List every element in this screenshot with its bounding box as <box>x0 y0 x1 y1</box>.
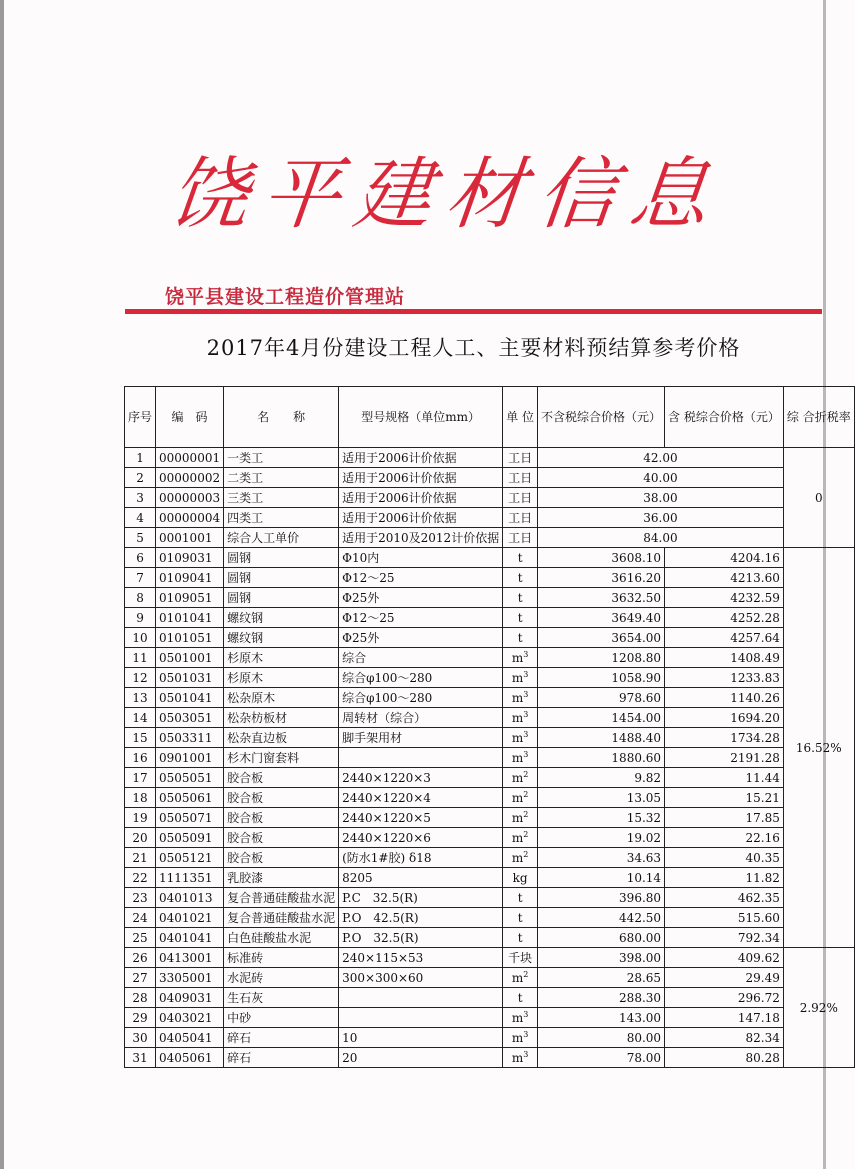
cell-price-incl-tax: 1140.26 <box>665 688 784 708</box>
cell-unit: t <box>503 548 538 568</box>
cell-name: 松杂原木 <box>224 688 339 708</box>
cell-name: 三类工 <box>224 488 339 508</box>
cell-unit: t <box>503 988 538 1008</box>
cell-seq: 5 <box>125 528 156 548</box>
table-row <box>125 928 855 948</box>
cell-seq: 10 <box>125 628 156 648</box>
cell-price-excl-tax: 3649.40 <box>538 608 665 628</box>
cell-seq: 4 <box>125 508 156 528</box>
cell-spec: P.O 42.5(R) <box>339 908 503 928</box>
cell-spec: 适用于2010及2012计价依据 <box>339 528 503 548</box>
cell-spec: Φ12～25 <box>339 568 503 588</box>
cell-price-merged: 36.00 <box>538 508 784 528</box>
cell-unit: $m^3$ <box>503 668 538 688</box>
cell-price-excl-tax: 1454.00 <box>538 708 665 728</box>
cell-code: 0501001 <box>156 648 224 668</box>
cell-name: 胶合板 <box>224 828 339 848</box>
cell-spec: 240×115×53 <box>339 948 503 968</box>
cell-tax-rate: 16.52% <box>783 548 854 948</box>
header-price-excl-tax: 不含税综合价格（元） <box>538 387 665 448</box>
cell-unit: t <box>503 888 538 908</box>
cell-seq: 11 <box>125 648 156 668</box>
cell-spec: Φ25外 <box>339 588 503 608</box>
cell-code: 3305001 <box>156 968 224 988</box>
cell-price-excl-tax: 396.80 <box>538 888 665 908</box>
cell-name: 复合普通硅酸盐水泥 <box>224 908 339 928</box>
table-row <box>125 688 855 708</box>
cell-code: 0101051 <box>156 628 224 648</box>
price-table <box>124 386 855 1068</box>
document-title: 2017年4月份建设工程人工、主要材料预结算参考价格 <box>206 336 741 360</box>
cell-price-excl-tax: 442.50 <box>538 908 665 928</box>
cell-code: 00000002 <box>156 468 224 488</box>
cell-price-incl-tax: 792.34 <box>665 928 784 948</box>
cell-name: 标准砖 <box>224 948 339 968</box>
cell-price-incl-tax: 80.28 <box>665 1048 784 1068</box>
cell-name: 中砂 <box>224 1008 339 1028</box>
cell-price-incl-tax: 1233.83 <box>665 668 784 688</box>
cell-code: 0505051 <box>156 768 224 788</box>
cell-spec: 适用于2006计价依据 <box>339 508 503 528</box>
cell-unit: $m^2$ <box>503 968 538 988</box>
table-row <box>125 528 855 548</box>
cell-unit: t <box>503 628 538 648</box>
cell-name: 圆钢 <box>224 588 339 608</box>
cell-unit: $m^3$ <box>503 708 538 728</box>
cell-spec: 综合φ100～280 <box>339 688 503 708</box>
cell-name: 碎石 <box>224 1028 339 1048</box>
cell-price-excl-tax: 9.82 <box>538 768 665 788</box>
cell-name: 碎石 <box>224 1048 339 1068</box>
cell-code: 0503051 <box>156 708 224 728</box>
cell-price-incl-tax: 2191.28 <box>665 748 784 768</box>
cell-seq: 6 <box>125 548 156 568</box>
cell-unit: $m^2$ <box>503 788 538 808</box>
cell-unit: $m^3$ <box>503 688 538 708</box>
cell-seq: 21 <box>125 848 156 868</box>
cell-price-excl-tax: 3608.10 <box>538 548 665 568</box>
cell-unit: $m^3$ <box>503 1048 538 1068</box>
cell-seq: 24 <box>125 908 156 928</box>
cell-name: 胶合板 <box>224 768 339 788</box>
header-spec: 型号规格（单位mm） <box>339 387 503 448</box>
cell-price-merged: 40.00 <box>538 468 784 488</box>
cell-code: 0505091 <box>156 828 224 848</box>
cell-spec: Φ10内 <box>339 548 503 568</box>
cell-spec: (防水1#胶) δ18 <box>339 848 503 868</box>
cell-code: 0401021 <box>156 908 224 928</box>
header-code: 编 码 <box>156 387 224 448</box>
cell-code: 0109051 <box>156 588 224 608</box>
cell-unit: $m^3$ <box>503 1028 538 1048</box>
cell-code: 0109031 <box>156 548 224 568</box>
cell-price-incl-tax: 17.85 <box>665 808 784 828</box>
header-unit: 单 位 <box>503 387 538 448</box>
cell-unit: t <box>503 588 538 608</box>
table-row <box>125 648 855 668</box>
header-rule <box>125 309 822 314</box>
cell-price-excl-tax: 19.02 <box>538 828 665 848</box>
cell-price-incl-tax: 4204.16 <box>665 548 784 568</box>
organization-name: 饶平县建设工程造价管理站 <box>165 286 406 308</box>
cell-spec <box>339 988 503 1008</box>
cell-name: 螺纹钢 <box>224 628 339 648</box>
cell-price-excl-tax: 398.00 <box>538 948 665 968</box>
cell-price-incl-tax: 1734.28 <box>665 728 784 748</box>
cell-unit: 千块 <box>503 948 538 968</box>
cell-price-incl-tax: 1408.49 <box>665 648 784 668</box>
cell-name: 松杂直边板 <box>224 728 339 748</box>
table-row <box>125 628 855 648</box>
cell-spec: 20 <box>339 1048 503 1068</box>
cell-price-excl-tax: 15.32 <box>538 808 665 828</box>
cell-code: 0501031 <box>156 668 224 688</box>
cell-code: 00000003 <box>156 488 224 508</box>
cell-unit: 工日 <box>503 468 538 488</box>
cell-seq: 16 <box>125 748 156 768</box>
cell-unit: $m^3$ <box>503 728 538 748</box>
table-row <box>125 1028 855 1048</box>
cell-name: 胶合板 <box>224 848 339 868</box>
header-seq: 序号 <box>125 387 156 448</box>
cell-code: 00000004 <box>156 508 224 528</box>
cell-price-incl-tax: 147.18 <box>665 1008 784 1028</box>
header-name: 名 称 <box>224 387 339 448</box>
cell-price-excl-tax: 3654.00 <box>538 628 665 648</box>
cell-seq: 9 <box>125 608 156 628</box>
cell-price-excl-tax: 288.30 <box>538 988 665 1008</box>
cell-code: 0413001 <box>156 948 224 968</box>
cell-spec: 周转材（综合） <box>339 708 503 728</box>
cell-seq: 28 <box>125 988 156 1008</box>
cell-unit: $m^2$ <box>503 808 538 828</box>
cell-seq: 7 <box>125 568 156 588</box>
cell-code: 0901001 <box>156 748 224 768</box>
cell-code: 0405061 <box>156 1048 224 1068</box>
cell-unit: 工日 <box>503 448 538 468</box>
cell-spec: 10 <box>339 1028 503 1048</box>
cell-name: 杉原木 <box>224 668 339 688</box>
cell-price-excl-tax: 143.00 <box>538 1008 665 1028</box>
cell-spec: 8205 <box>339 868 503 888</box>
table-row <box>125 988 855 1008</box>
table-row <box>125 888 855 908</box>
cell-price-excl-tax: 1208.80 <box>538 648 665 668</box>
table-row <box>125 768 855 788</box>
cell-unit: 工日 <box>503 508 538 528</box>
cell-name: 松杂枋板材 <box>224 708 339 728</box>
cell-code: 0505071 <box>156 808 224 828</box>
cell-price-excl-tax: 1880.60 <box>538 748 665 768</box>
cell-name: 圆钢 <box>224 548 339 568</box>
cell-spec: P.O 32.5(R) <box>339 928 503 948</box>
cell-seq: 14 <box>125 708 156 728</box>
cell-name: 水泥砖 <box>224 968 339 988</box>
cell-seq: 8 <box>125 588 156 608</box>
cell-name: 杉原木 <box>224 648 339 668</box>
cell-code: 00000001 <box>156 448 224 468</box>
table-row <box>125 588 855 608</box>
table-row <box>125 508 855 528</box>
table-row <box>125 968 855 988</box>
cell-tax-rate: 0 <box>783 448 854 548</box>
cell-code: 0001001 <box>156 528 224 548</box>
cell-seq: 30 <box>125 1028 156 1048</box>
header-price-incl-tax: 含 税综合价格（元） <box>665 387 784 448</box>
cell-spec: 300×300×60 <box>339 968 503 988</box>
cell-price-excl-tax: 13.05 <box>538 788 665 808</box>
cell-spec: 脚手架用材 <box>339 728 503 748</box>
cell-price-incl-tax: 1694.20 <box>665 708 784 728</box>
cell-price-merged: 84.00 <box>538 528 784 548</box>
cell-code: 0503311 <box>156 728 224 748</box>
cell-spec: P.C 32.5(R) <box>339 888 503 908</box>
cell-spec: 适用于2006计价依据 <box>339 448 503 468</box>
cell-price-incl-tax: 462.35 <box>665 888 784 908</box>
header-tax-rate: 综 合折税率 <box>783 387 854 448</box>
cell-seq: 19 <box>125 808 156 828</box>
cell-price-incl-tax: 11.44 <box>665 768 784 788</box>
cell-seq: 3 <box>125 488 156 508</box>
cell-spec: 综合 <box>339 648 503 668</box>
table-row <box>125 788 855 808</box>
table-row <box>125 848 855 868</box>
cell-name: 乳胶漆 <box>224 868 339 888</box>
cell-code: 0101041 <box>156 608 224 628</box>
cell-seq: 13 <box>125 688 156 708</box>
cell-seq: 26 <box>125 948 156 968</box>
cell-seq: 20 <box>125 828 156 848</box>
cell-price-incl-tax: 4213.60 <box>665 568 784 588</box>
cell-price-excl-tax: 80.00 <box>538 1028 665 1048</box>
cell-unit: t <box>503 908 538 928</box>
table-row <box>125 948 855 968</box>
cell-unit: $m^3$ <box>503 748 538 768</box>
cell-price-incl-tax: 296.72 <box>665 988 784 1008</box>
table-row <box>125 828 855 848</box>
cell-code: 0505121 <box>156 848 224 868</box>
cell-price-excl-tax: 3632.50 <box>538 588 665 608</box>
table-row <box>125 908 855 928</box>
cell-seq: 25 <box>125 928 156 948</box>
cell-code: 0501041 <box>156 688 224 708</box>
cell-name: 二类工 <box>224 468 339 488</box>
cell-spec: Φ12～25 <box>339 608 503 628</box>
cell-price-incl-tax: 40.35 <box>665 848 784 868</box>
cell-unit: t <box>503 928 538 948</box>
cell-price-merged: 38.00 <box>538 488 784 508</box>
cell-price-incl-tax: 15.21 <box>665 788 784 808</box>
table-row <box>125 708 855 728</box>
cell-unit: t <box>503 568 538 588</box>
cell-code: 0401041 <box>156 928 224 948</box>
cell-code: 0405041 <box>156 1028 224 1048</box>
table-header-row <box>125 387 855 448</box>
cell-unit: $m^2$ <box>503 828 538 848</box>
cell-spec: 2440×1220×3 <box>339 768 503 788</box>
cell-price-excl-tax: 34.63 <box>538 848 665 868</box>
cell-name: 一类工 <box>224 448 339 468</box>
cell-name: 圆钢 <box>224 568 339 588</box>
cell-code: 0109041 <box>156 568 224 588</box>
table-row <box>125 868 855 888</box>
cell-unit: $m^3$ <box>503 648 538 668</box>
cell-unit: t <box>503 608 538 628</box>
cell-price-incl-tax: 22.16 <box>665 828 784 848</box>
cell-price-excl-tax: 680.00 <box>538 928 665 948</box>
cell-price-incl-tax: 82.34 <box>665 1028 784 1048</box>
cell-spec: 2440×1220×4 <box>339 788 503 808</box>
cell-name: 胶合板 <box>224 788 339 808</box>
cell-unit: $m^2$ <box>503 848 538 868</box>
cell-price-merged: 42.00 <box>538 448 784 468</box>
table-row <box>125 808 855 828</box>
cell-spec <box>339 748 503 768</box>
cell-seq: 22 <box>125 868 156 888</box>
cell-seq: 27 <box>125 968 156 988</box>
table-row <box>125 1048 855 1068</box>
cell-spec: 2440×1220×5 <box>339 808 503 828</box>
cell-spec: 适用于2006计价依据 <box>339 468 503 488</box>
masthead: 饶平建材信息 <box>165 150 727 240</box>
table-row <box>125 748 855 768</box>
table-row <box>125 728 855 748</box>
cell-price-incl-tax: 11.82 <box>665 868 784 888</box>
cell-price-incl-tax: 29.49 <box>665 968 784 988</box>
cell-price-excl-tax: 1058.90 <box>538 668 665 688</box>
table-row <box>125 448 855 468</box>
cell-seq: 12 <box>125 668 156 688</box>
table-row <box>125 548 855 568</box>
cell-code: 0401013 <box>156 888 224 908</box>
cell-tax-rate: 2.92% <box>783 948 854 1068</box>
table-row <box>125 568 855 588</box>
cell-price-excl-tax: 10.14 <box>538 868 665 888</box>
cell-seq: 31 <box>125 1048 156 1068</box>
cell-name: 生石灰 <box>224 988 339 1008</box>
cell-spec: 2440×1220×6 <box>339 828 503 848</box>
cell-spec <box>339 1008 503 1028</box>
cell-code: 1111351 <box>156 868 224 888</box>
cell-spec: 适用于2006计价依据 <box>339 488 503 508</box>
cell-unit: kg <box>503 868 538 888</box>
cell-seq: 29 <box>125 1008 156 1028</box>
cell-name: 杉木门窗套料 <box>224 748 339 768</box>
table-row <box>125 488 855 508</box>
cell-price-incl-tax: 409.62 <box>665 948 784 968</box>
cell-seq: 18 <box>125 788 156 808</box>
cell-code: 0409031 <box>156 988 224 1008</box>
cell-price-excl-tax: 1488.40 <box>538 728 665 748</box>
cell-seq: 2 <box>125 468 156 488</box>
scan-edge-left <box>0 0 4 1169</box>
cell-price-excl-tax: 3616.20 <box>538 568 665 588</box>
cell-price-excl-tax: 978.60 <box>538 688 665 708</box>
table-row <box>125 468 855 488</box>
table-row <box>125 1008 855 1028</box>
cell-price-incl-tax: 4252.28 <box>665 608 784 628</box>
cell-seq: 1 <box>125 448 156 468</box>
cell-spec: Φ25外 <box>339 628 503 648</box>
cell-name: 胶合板 <box>224 808 339 828</box>
cell-price-incl-tax: 4257.64 <box>665 628 784 648</box>
cell-unit: 工日 <box>503 528 538 548</box>
cell-unit: $m^2$ <box>503 768 538 788</box>
cell-name: 四类工 <box>224 508 339 528</box>
cell-name: 复合普通硅酸盐水泥 <box>224 888 339 908</box>
cell-spec: 综合φ100～280 <box>339 668 503 688</box>
cell-seq: 15 <box>125 728 156 748</box>
cell-name: 螺纹钢 <box>224 608 339 628</box>
cell-name: 综合人工单价 <box>224 528 339 548</box>
cell-seq: 23 <box>125 888 156 908</box>
cell-price-excl-tax: 28.65 <box>538 968 665 988</box>
cell-price-incl-tax: 515.60 <box>665 908 784 928</box>
cell-name: 白色硅酸盐水泥 <box>224 928 339 948</box>
cell-unit: 工日 <box>503 488 538 508</box>
table-row <box>125 668 855 688</box>
cell-price-excl-tax: 78.00 <box>538 1048 665 1068</box>
table-row <box>125 608 855 628</box>
cell-price-incl-tax: 4232.59 <box>665 588 784 608</box>
cell-seq: 17 <box>125 768 156 788</box>
cell-unit: $m^3$ <box>503 1008 538 1028</box>
cell-code: 0403021 <box>156 1008 224 1028</box>
cell-code: 0505061 <box>156 788 224 808</box>
